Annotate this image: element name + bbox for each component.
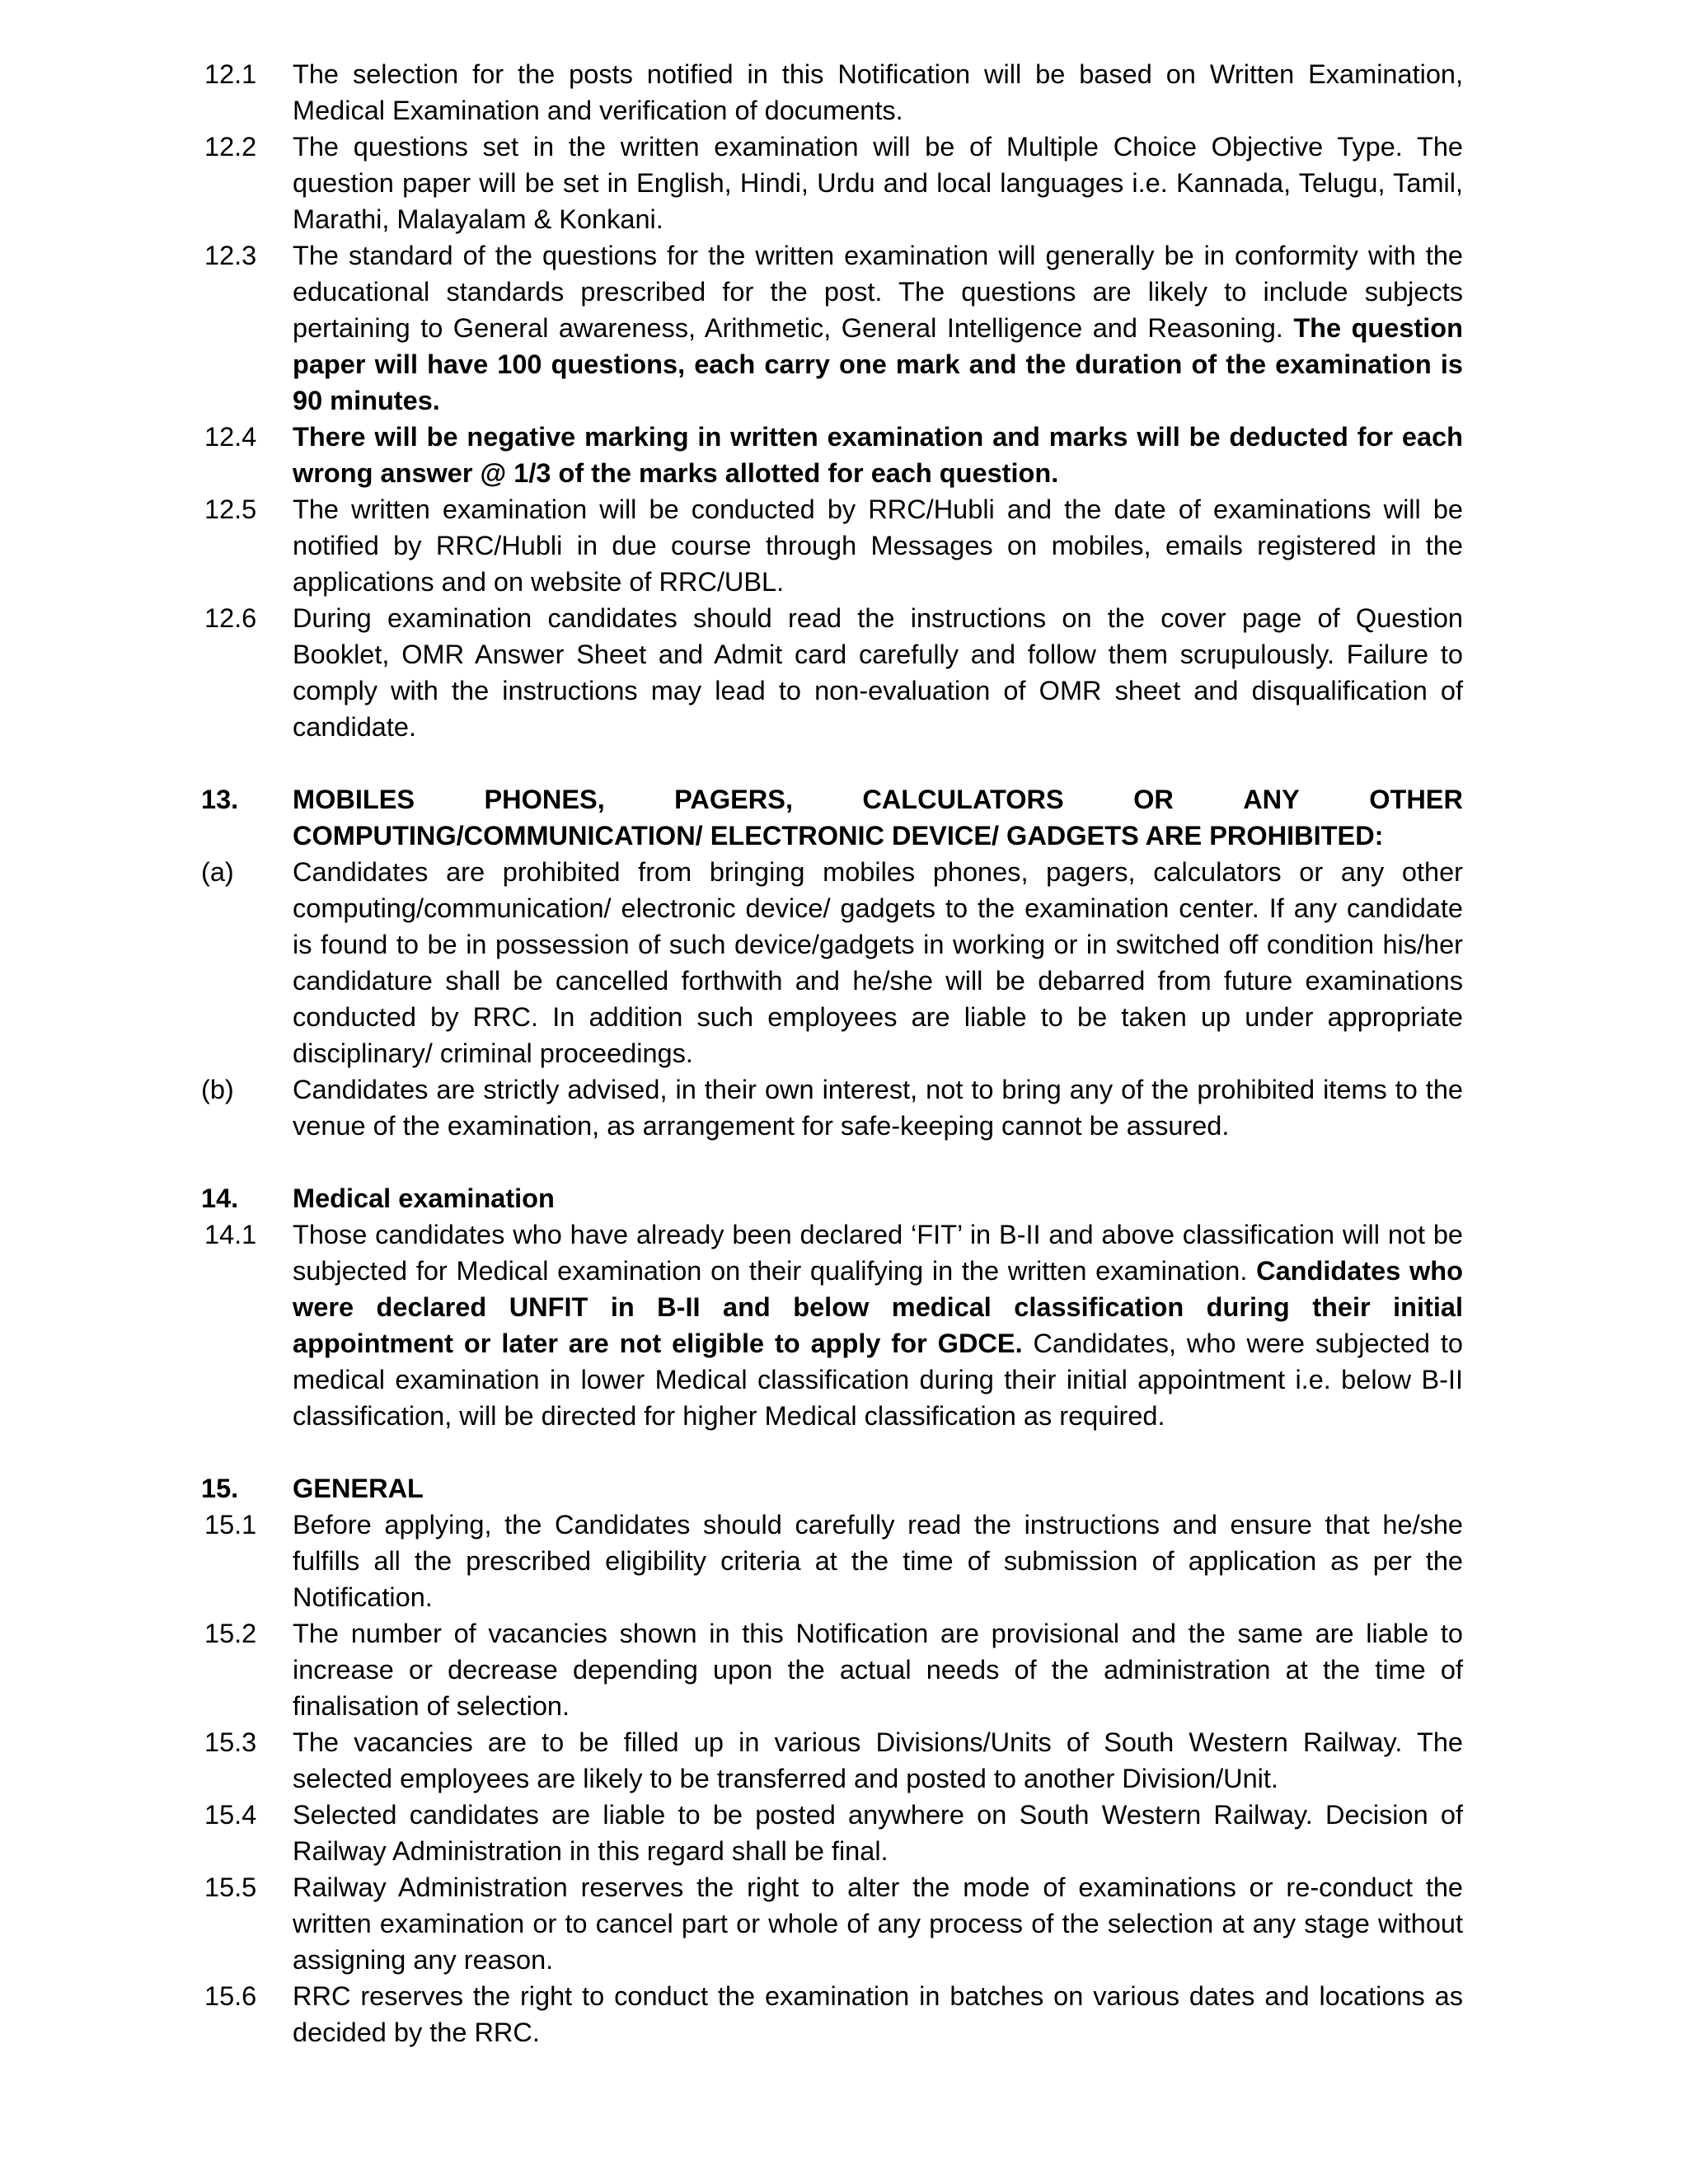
para-12-3 (0, 237, 1463, 419)
para-bold-text: The question paper will have 100 questions, each carry one mark and the duration of the examination is 90 minutes. (293, 313, 1463, 415)
para-text: Candidates, who were subjected to medical examination in lower Medical classification during their initial appointment i.e. below B-II classification, will be directed for higher Medical classification as required. (293, 1329, 1463, 1431)
para-text: The number of vacancies shown in this Notification are provisional and the same are liable to increase or decrease depending upon the actual needs of the administration at the time of finalisation of selection. (293, 1619, 1463, 1721)
para-12-1 (0, 56, 1463, 129)
para-number: 12.3 (204, 241, 257, 270)
heading-word: MOBILES (293, 785, 415, 814)
para-15-1 (0, 1507, 1463, 1615)
para-14-1 (0, 1216, 1463, 1434)
para-15-5 (0, 1869, 1463, 1978)
document-body (0, 56, 1688, 2050)
para-bold-text: Candidates who were declared UNFIT in B-II and below medical classification during their initial appointment or later are not eligible to apply for GDCE. (293, 1256, 1463, 1358)
para-12-6 (0, 600, 1463, 745)
para-number: (b) (201, 1075, 234, 1104)
para-text: Candidates are strictly advised, in their own interest, not to bring any of the prohibited items to the venue of the examination, as arrangement for safe-keeping cannot be assured. (293, 1075, 1463, 1141)
heading-word: PHONES, (484, 785, 605, 814)
para-15-2 (0, 1615, 1463, 1724)
para-number: 15.5 (204, 1872, 257, 1902)
section-heading: Medical examination (293, 1183, 555, 1213)
section-heading-line-1 (293, 781, 1463, 818)
spacer (0, 1434, 1688, 1470)
para-text: RRC reserves the right to conduct the examination in batches on various dates and locations as decided by the RRC. (293, 1981, 1463, 2047)
para-12-4 (0, 419, 1463, 491)
para-text: The selection for the posts notified in this Notification will be based on Written Examination, Medical Examination and verification of documents. (293, 59, 1463, 125)
heading-word: PAGERS, (674, 785, 793, 814)
para-text: The written examination will be conducted by RRC/Hubli and the date of examinations will be notified by RRC/Hubli in due course through Messages on mobiles, emails registered in the applications and on website of RRC/UBL. (293, 494, 1463, 597)
section-number: 13. (201, 785, 239, 814)
section-13-heading (0, 781, 1463, 854)
para-number: 12.1 (204, 59, 257, 89)
section-number: 15. (201, 1474, 239, 1503)
heading-word: OR (1133, 785, 1174, 814)
para-text: Candidates are prohibited from bringing mobiles phones, pagers, calculators or any other computing/communication/ electronic device/ gadgets to the examination center. If any candidate is found to be in possession of such device/gadgets in working or in switched off condition his/her candidature shall be cancelled forthwith and he/she will be debarred from future examinations conducted by RRC. In addition such employees are liable to be taken up under appropriate disciplinary/ criminal proceedings. (293, 857, 1463, 1068)
para-number: 12.6 (204, 603, 257, 633)
para-12-2 (0, 129, 1463, 237)
para-number: 12.4 (204, 422, 257, 452)
para-number: 15.2 (204, 1619, 257, 1648)
para-number: 14.1 (204, 1220, 257, 1249)
para-text: The questions set in the written examination will be of Multiple Choice Objective Type. The question paper will be set in English, Hindi, Urdu and local languages i.e. Kannada, Telugu, Tamil, Marathi, Malayalam & Konkani. (293, 132, 1463, 234)
para-12-5 (0, 491, 1463, 600)
para-13-b (0, 1071, 1463, 1144)
para-text: Railway Administration reserves the right to alter the mode of examinations or re-conduct the written examination or to cancel part or whole of any process of the selection at any stage without assigning any reason. (293, 1872, 1463, 1975)
para-number: 15.1 (204, 1510, 257, 1540)
para-15-6 (0, 1978, 1463, 2050)
para-number: 15.4 (204, 1800, 257, 1830)
para-text: Before applying, the Candidates should carefully read the instructions and ensure that he/she fulfills all the prescribed eligibility criteria at the time of submission of application as per the Notification. (293, 1510, 1463, 1612)
para-number: 12.2 (204, 132, 257, 162)
heading-word: OTHER (1369, 785, 1463, 814)
section-number: 14. (201, 1183, 239, 1213)
section-heading: GENERAL (293, 1474, 424, 1503)
para-number: (a) (201, 857, 234, 887)
spacer (0, 1144, 1688, 1180)
para-number: 12.5 (204, 494, 257, 524)
section-heading-line-2: COMPUTING/COMMUNICATION/ ELECTRONIC DEVICE/ GADGETS ARE PROHIBITED: (293, 821, 1384, 851)
para-text: The vacancies are to be filled up in various Divisions/Units of South Western Railway. The selected employees are likely to be transferred and posted to another Division/Unit. (293, 1727, 1463, 1793)
para-13-a (0, 854, 1463, 1071)
para-text: Those candidates who have already been declared ‘FIT’ in B-II and above classification will not be subjected for Medical examination on their qualifying in the written examination. (293, 1220, 1463, 1286)
para-bold-text: There will be negative marking in written examination and marks will be deducted for each wrong answer @ 1/3 of the marks allotted for each question. (293, 422, 1463, 488)
para-15-3 (0, 1724, 1463, 1797)
heading-word: ANY (1243, 785, 1300, 814)
para-text: During examination candidates should read the instructions on the cover page of Question Booklet, OMR Answer Sheet and Admit card carefully and follow them scrupulously. Failure to comply with the instructions may lead to non-evaluation of OMR sheet and disqualification of candidate. (293, 603, 1463, 742)
para-number: 15.3 (204, 1727, 257, 1757)
section-15-heading (0, 1470, 1463, 1507)
para-text: The standard of the questions for the written examination will generally be in conformity with the educational standards prescribed for the post. The questions are likely to include subjects pertaining to General awareness, Arithmetic, General Intelligence and Reasoning. (293, 241, 1463, 343)
para-text: Selected candidates are liable to be posted anywhere on South Western Railway. Decision of Railway Administration in this regard shall be final. (293, 1800, 1463, 1866)
para-15-4 (0, 1797, 1463, 1869)
para-number: 15.6 (204, 1981, 257, 2011)
section-14-heading (0, 1180, 1463, 1216)
heading-word: CALCULATORS (862, 785, 1064, 814)
spacer (0, 745, 1688, 781)
